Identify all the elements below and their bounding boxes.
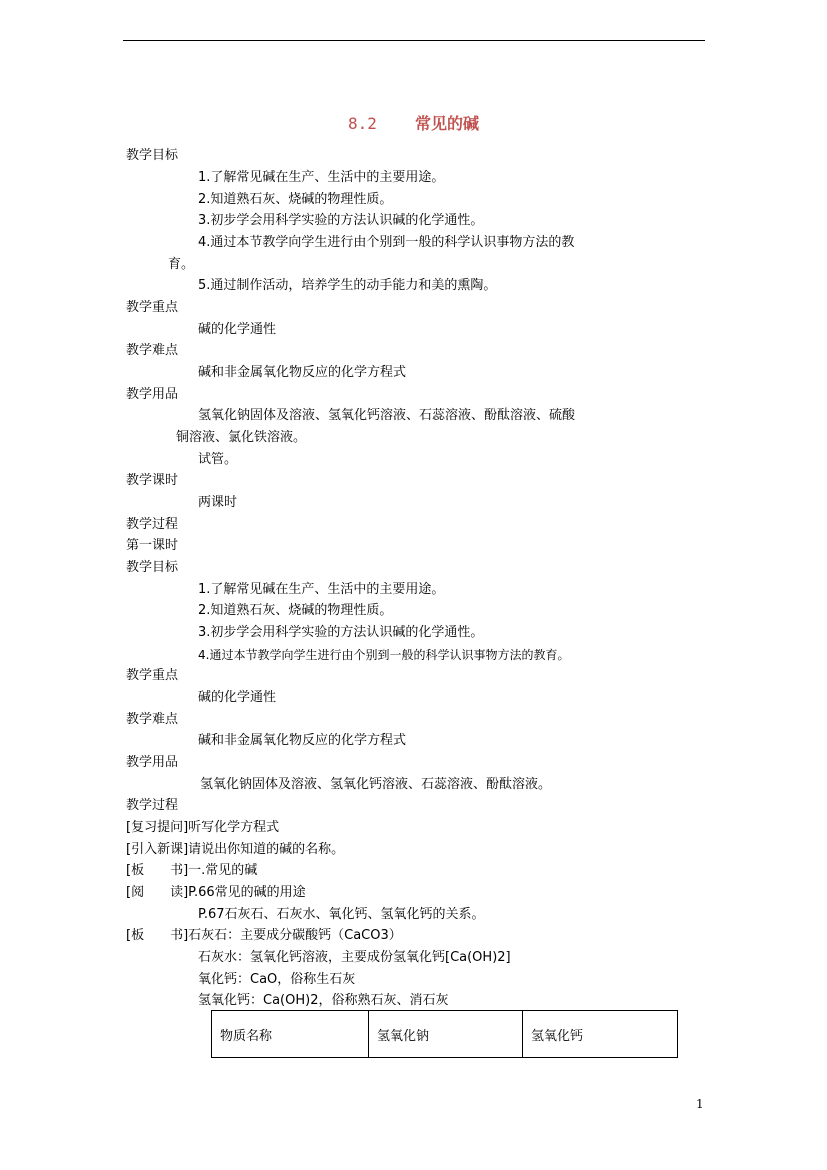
materials-text-continued: 铜溶液、氯化铁溶液。: [176, 430, 307, 445]
header-rule: [123, 40, 705, 41]
process-heading: 教学过程: [126, 517, 179, 532]
goal-item: 4.通过本节教学向学生进行由个别到一般的科学认识事物方法的教育。: [198, 648, 570, 662]
lesson-heading: 第一课时: [126, 538, 179, 553]
process-step: 氢氧化钙：Ca(OH)2，俗称熟石灰、消石灰: [198, 993, 449, 1008]
table-header-cell: 氢氧化钙: [523, 1011, 678, 1058]
process-step: [板 书]一.常见的碱: [126, 863, 258, 878]
page-number: 1: [696, 1097, 704, 1111]
hours-text: 两课时: [198, 495, 238, 510]
goal-item: 3.初步学会用科学实验的方法认识碱的化学通性。: [198, 625, 484, 640]
difficulty-text: 碱和非金属氧化物反应的化学方程式: [198, 733, 407, 748]
page-title: [0, 114, 827, 134]
materials-text: 试管。: [198, 452, 238, 467]
goal-item: 4.通过本节教学向学生进行由个别到一般的科学认识事物方法的教: [198, 235, 575, 250]
materials-heading: 教学用品: [126, 755, 179, 770]
goal-item: 2.知道熟石灰、烧碱的物理性质。: [198, 192, 393, 207]
goal-item: 1.了解常见碱在生产、生活中的主要用途。: [198, 170, 445, 185]
materials-heading: 教学用品: [126, 387, 179, 402]
process-step: [阅 读]P.66常见的碱的用途: [126, 885, 306, 900]
goal-item: 5.通过制作活动，培养学生的动手能力和美的熏陶。: [198, 278, 497, 293]
key-heading: 教学重点: [126, 300, 179, 315]
goal-item: 1.了解常见碱在生产、生活中的主要用途。: [198, 582, 445, 597]
goal-item-continued: 育。: [168, 257, 195, 272]
process-step: [复习提问]听写化学方程式: [126, 820, 280, 835]
process-heading: 教学过程: [126, 798, 179, 813]
goals-heading: 教学目标: [126, 148, 179, 163]
difficulty-heading: 教学难点: [126, 712, 179, 727]
key-heading: 教学重点: [126, 668, 179, 683]
section-title: 常见的碱: [414, 114, 479, 133]
hours-heading: 教学课时: [126, 473, 179, 488]
difficulty-text: 碱和非金属氧化物反应的化学方程式: [198, 365, 407, 380]
key-text: 碱的化学通性: [198, 322, 277, 337]
materials-text: 氢氧化钠固体及溶液、氢氧化钙溶液、石蕊溶液、酚酞溶液、硫酸: [198, 408, 576, 423]
key-text: 碱的化学通性: [198, 690, 277, 705]
goals-heading: 教学目标: [126, 560, 179, 575]
table-row: [212, 1011, 678, 1058]
process-step: 石灰水：氢氧化钙溶液，主要成份氢氧化钙[Ca(OH)2]: [198, 950, 511, 965]
difficulty-heading: 教学难点: [126, 343, 179, 358]
materials-text: 氢氧化钠固体及溶液、氢氧化钙溶液、石蕊溶液、酚酞溶液。: [200, 777, 552, 792]
process-step: [板 书]石灰石：主要成分碳酸钙（CaCO3）: [126, 928, 402, 943]
table-header-cell: 物质名称: [212, 1011, 369, 1058]
process-step: 氧化钙：CaO，俗称生石灰: [198, 972, 356, 987]
table-header-cell: 氢氧化钠: [369, 1011, 523, 1058]
goal-item: 2.知道熟石灰、烧碱的物理性质。: [198, 603, 393, 618]
properties-table: [211, 1010, 678, 1058]
section-number: 8.2: [348, 114, 377, 133]
process-step: P.67石灰石、石灰水、氧化钙、氢氧化钙的关系。: [198, 907, 485, 922]
process-step: [引入新课]请说出你知道的碱的名称。: [126, 842, 345, 857]
goal-item: 3.初步学会用科学实验的方法认识碱的化学通性。: [198, 213, 484, 228]
